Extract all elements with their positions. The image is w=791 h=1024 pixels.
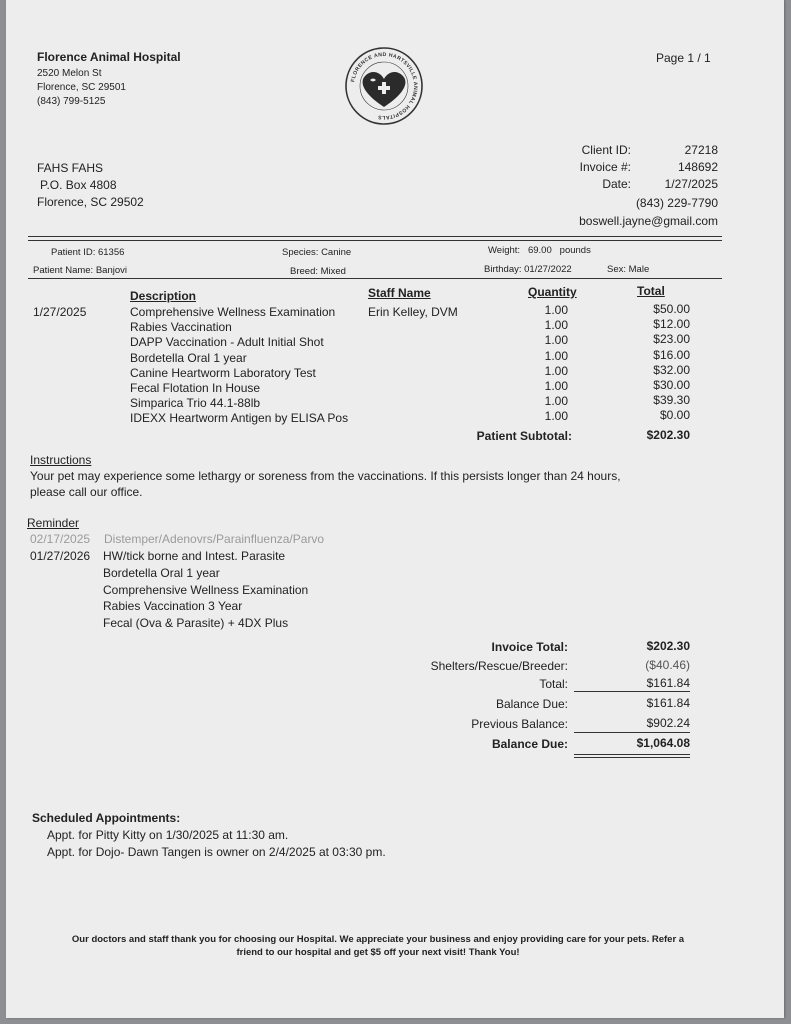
line-item-total: $16.00 bbox=[653, 347, 690, 362]
final-rule-1 bbox=[574, 754, 690, 755]
col-description: Description bbox=[130, 289, 197, 303]
line-item-total: $39.30 bbox=[653, 393, 690, 408]
hospital-street: 2520 Melon St bbox=[37, 68, 102, 79]
instructions-text bbox=[30, 468, 621, 500]
total-rule bbox=[574, 691, 690, 692]
discount-value: ($40.46) bbox=[645, 658, 690, 672]
logo-ring-text: FLORENCE AND HARTSVILLE ANIMAL HOSPITALS bbox=[350, 51, 419, 121]
patient-breed: Breed: Mixed bbox=[290, 266, 346, 277]
page-number: Page 1 / 1 bbox=[656, 51, 711, 65]
instructions-line: Your pet may experience some lethargy or soreness from the vaccinations. If this persists longer than 24 hours, bbox=[30, 469, 621, 483]
hospital-city: Florence, SC 29501 bbox=[37, 82, 126, 93]
patient-subtotal-value: $202.30 bbox=[646, 428, 690, 442]
divider-top-2 bbox=[28, 240, 722, 241]
reminder-date: 01/27/2026 bbox=[30, 549, 91, 563]
appointment-item: Appt. for Dojo- Dawn Tangen is owner on 2/4/2025 at 03:30 pm. bbox=[47, 845, 386, 859]
discount-label: Shelters/Rescue/Breeder: bbox=[430, 659, 568, 673]
patient-id: Patient ID: 61356 bbox=[51, 247, 125, 258]
line-item-quantity: 1.00 bbox=[544, 363, 568, 378]
line-item-description: Rabies Vaccination bbox=[130, 320, 232, 335]
appointments-heading: Scheduled Appointments: bbox=[32, 811, 181, 825]
line-item-total: $30.00 bbox=[653, 377, 690, 392]
line-item-total: $12.00 bbox=[653, 317, 690, 332]
line-item-description: Canine Heartworm Laboratory Test bbox=[130, 365, 316, 380]
reminder-faded-date: 02/17/2025 bbox=[30, 532, 91, 546]
hospital-logo bbox=[344, 44, 424, 128]
weight-label: Weight: bbox=[488, 245, 521, 256]
final-balance-label: Balance Due: bbox=[491, 737, 568, 751]
patient-subtotal-label: Patient Subtotal: bbox=[476, 429, 572, 443]
client-email: boswell.jayne@gmail.com bbox=[579, 214, 718, 228]
balance-due-label: Balance Due: bbox=[495, 697, 568, 711]
footer-line: friend to our hospital and get $5 off your next visit! Thank You! bbox=[236, 947, 520, 958]
patient-birthday: Birthday: 01/27/2022 bbox=[484, 264, 572, 275]
client-address bbox=[37, 160, 144, 211]
patient-sex: Sex: Male bbox=[607, 264, 650, 275]
previous-rule bbox=[574, 732, 690, 733]
client-phone: (843) 229-7790 bbox=[635, 196, 718, 210]
hospital-address bbox=[37, 67, 126, 109]
client-box: P.O. Box 4808 bbox=[40, 178, 117, 192]
line-item-description: IDEXX Heartworm Antigen by ELISA Pos bbox=[130, 411, 349, 426]
instructions-line: please call our office. bbox=[30, 485, 143, 499]
final-rule-2 bbox=[574, 757, 690, 758]
reminder-item: Comprehensive Wellness Examination bbox=[103, 582, 309, 597]
item-descriptions bbox=[130, 305, 348, 427]
reminder-item: Bordetella Oral 1 year bbox=[103, 565, 220, 580]
reminder-item: HW/tick borne and Intest. Parasite bbox=[103, 549, 286, 563]
reminder-faded-text: Distemper/Adenovrs/Parainfluenza/Parvo bbox=[104, 532, 325, 546]
staff-name: Erin Kelley, DVM bbox=[368, 305, 458, 319]
invoice-number-label: Invoice #: bbox=[579, 160, 631, 174]
client-info-values bbox=[640, 142, 718, 193]
reminder-list bbox=[103, 549, 308, 633]
line-item-quantity: 1.00 bbox=[544, 409, 568, 424]
col-staff: Staff Name bbox=[368, 286, 431, 300]
client-name: FAHS FAHS bbox=[37, 161, 104, 175]
line-item-quantity: 1.00 bbox=[544, 378, 568, 393]
client-id-label: Client ID: bbox=[581, 143, 631, 157]
line-item-quantity: 1.00 bbox=[544, 303, 568, 317]
appointment-item: Appt. for Pitty Kitty on 1/30/2025 at 11:30 am. bbox=[47, 828, 289, 842]
line-item-quantity: 1.00 bbox=[544, 348, 568, 363]
footer-thanks bbox=[28, 933, 728, 959]
col-quantity: Quantity bbox=[528, 285, 577, 299]
divider-top-1 bbox=[28, 236, 722, 237]
line-item-quantity: 1.00 bbox=[544, 394, 568, 409]
invoice-total-label: Invoice Total: bbox=[491, 640, 568, 654]
previous-balance-value: $902.24 bbox=[646, 716, 690, 730]
line-item-total: $32.00 bbox=[653, 362, 690, 377]
client-info-labels bbox=[540, 142, 631, 193]
line-item-description: Bordetella Oral 1 year bbox=[130, 350, 247, 365]
appointments-list bbox=[47, 827, 386, 861]
instructions-heading: Instructions bbox=[30, 453, 92, 467]
col-total: Total bbox=[637, 284, 665, 298]
final-balance-value: $1,064.08 bbox=[636, 736, 690, 750]
client-id-value: 27218 bbox=[684, 143, 718, 157]
divider-patient bbox=[28, 278, 722, 279]
patient-species: Species: Canine bbox=[282, 247, 352, 258]
line-item-description: Simparica Trio 44.1-88lb bbox=[130, 396, 261, 411]
reminder-item: Fecal (Ova & Parasite) + 4DX Plus bbox=[103, 616, 289, 631]
line-item-description: Comprehensive Wellness Examination bbox=[130, 305, 336, 319]
patient-name: Patient Name: Banjovi bbox=[33, 265, 127, 276]
line-item-total: $0.00 bbox=[659, 408, 690, 423]
line-item-total: $23.00 bbox=[653, 332, 690, 347]
total-value: $161.84 bbox=[646, 676, 690, 690]
reminder-item: Rabies Vaccination 3 Year bbox=[103, 599, 243, 614]
total-label: Total: bbox=[539, 677, 568, 691]
line-item-description: Fecal Flotation In House bbox=[130, 380, 261, 395]
line-item-quantity: 1.00 bbox=[544, 318, 568, 333]
item-quantities bbox=[520, 303, 568, 425]
item-totals bbox=[620, 302, 690, 424]
weight-unit: pounds bbox=[559, 245, 591, 256]
weight-value: 69.00 bbox=[527, 245, 552, 256]
reminder-heading: Reminder bbox=[27, 516, 80, 530]
balance-due-value: $161.84 bbox=[646, 696, 690, 710]
hospital-phone: (843) 799-5125 bbox=[37, 96, 106, 107]
service-date: 1/27/2025 bbox=[33, 305, 87, 319]
date-value: 1/27/2025 bbox=[664, 177, 718, 191]
line-item-total: $50.00 bbox=[653, 302, 690, 316]
date-label: Date: bbox=[602, 177, 631, 191]
client-city: Florence, SC 29502 bbox=[37, 195, 144, 209]
patient-weight bbox=[488, 245, 591, 256]
previous-balance-label: Previous Balance: bbox=[471, 717, 568, 731]
line-item-description: DAPP Vaccination - Adult Initial Shot bbox=[130, 335, 324, 350]
hospital-name: Florence Animal Hospital bbox=[37, 50, 181, 64]
footer-line: Our doctors and staff thank you for choosing our Hospital. We appreciate your business and enjoy providing care for your pets. Refer a bbox=[71, 934, 685, 945]
line-item-quantity: 1.00 bbox=[544, 333, 568, 348]
invoice-total-value: $202.30 bbox=[646, 639, 690, 653]
invoice-number-value: 148692 bbox=[677, 160, 718, 174]
